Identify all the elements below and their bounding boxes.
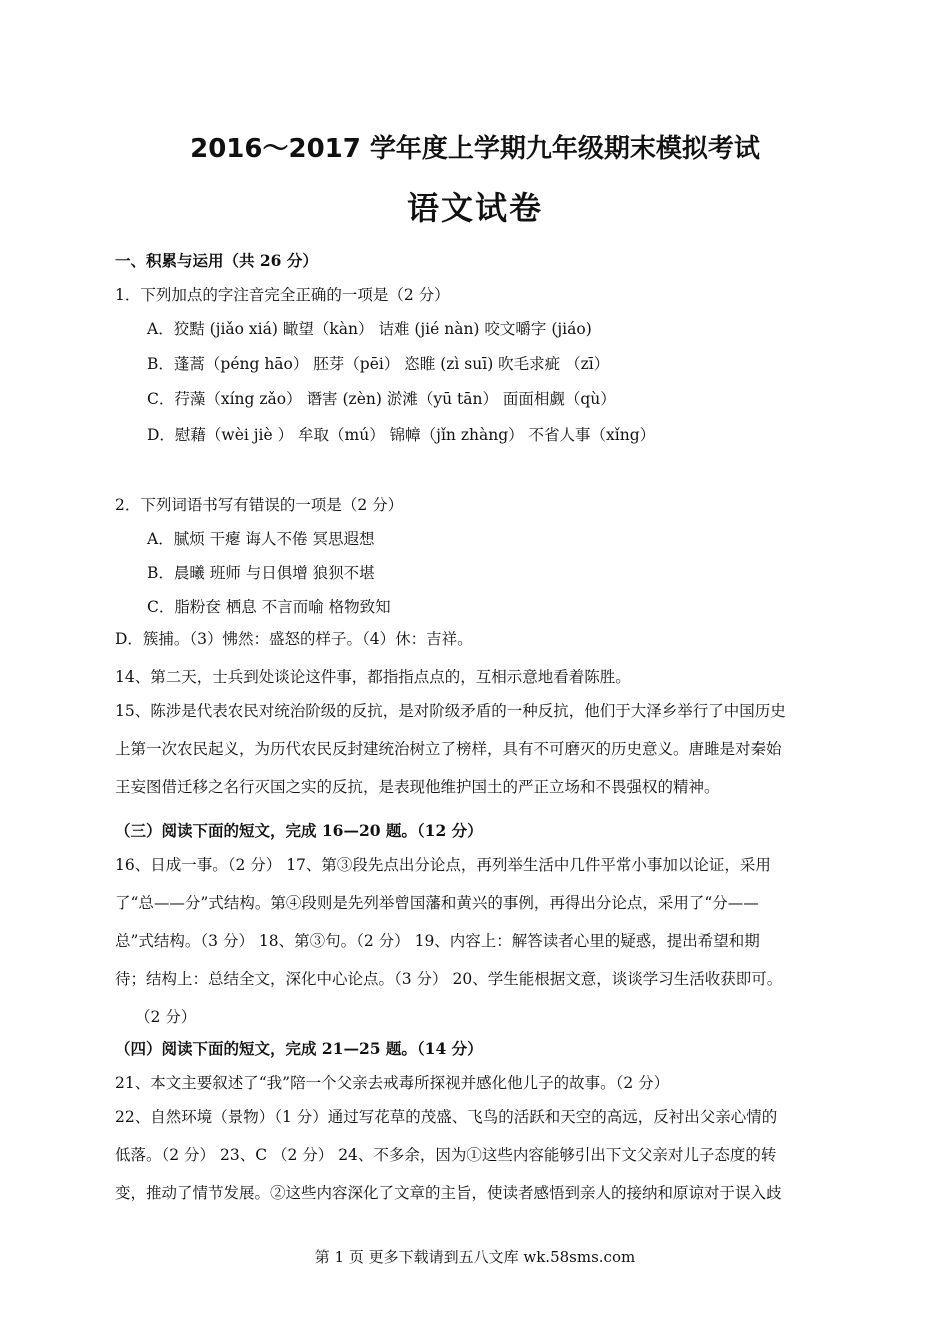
answer-line-d: D．簇捕。（3）怫然：盛怒的样子。（4）休：吉祥。 (115, 630, 473, 648)
answers-16-20-line: 总”式结构。（3 分） 18、第③句。（2 分） 19、内容上：解答读者心里的疑惑，提出希望和期 (115, 932, 760, 950)
answers-16-20 (115, 846, 850, 1036)
answers-16-20-line: 了“总——分”式结构。第④段则是先列举曾国藩和黄兴的事例，再得出分论点，采用了“分—— (115, 894, 759, 912)
question-1-option-d: D．慰藉（wèi jiè ） 牟取（mú） 锦幛（jǐn zhàng） 不省人事（xǐng） (147, 426, 656, 444)
answer-14: 14、第二天，士兵到处谈论这件事，都指指点点的，互相示意地看着陈胜。 (115, 668, 631, 686)
question-2-option-c: C．脂粉奁 栖息 不言而喻 格物致知 (147, 598, 391, 616)
answers-22-24 (115, 1098, 850, 1212)
exam-subtitle: 语文试卷 (406, 189, 543, 227)
answers-16-20-line: 待；结构上：总结全文，深化中心论点。（3 分） 20、学生能根据文意，谈谈学习生活收获即可。 (115, 970, 783, 988)
answers-22-24-line: 低落。（2 分） 23、C （2 分） 24、不多余，因为①这些内容能够引出下文父亲对儿子态度的转 (115, 1146, 777, 1164)
question-2-option-b: B．晨曦 班师 与日俱增 狼狈不堪 (147, 564, 375, 582)
answers-16-20-line: （2 分） (135, 1008, 197, 1026)
answer-15-line: 王妄图借迁移之名行灭国之实的反抗，是表现他维护国土的严正立场和不畏强权的精神。 (115, 778, 720, 796)
answer-21: 21、本文主要叙述了“我”陪一个父亲去戒毒所探视并感化他儿子的故事。（2 分） (115, 1074, 670, 1092)
section-4-heading: （四）阅读下面的短文，完成 21—25 题。（14 分） (115, 1039, 483, 1058)
page-footer: 第 1 页 更多下载请到五八文库 wk.58sms.com (314, 1248, 636, 1266)
section-3-heading: （三）阅读下面的短文，完成 16—20 题。（12 分） (115, 821, 483, 840)
question-2-stem: 2．下列词语书写有错误的一项是（2 分） (115, 496, 404, 514)
section-heading: 一、积累与运用（共 26 分） (115, 251, 318, 270)
question-1-stem: 1．下列加点的字注音完全正确的一项是（2 分） (115, 286, 450, 304)
answer-15-line: 15、陈涉是代表农民对统治阶级的反抗，是对阶级矛盾的一种反抗，他们于大泽乡举行了中国历史 (115, 702, 786, 720)
answers-22-24-line: 22、自然环境（景物）（1 分）通过写花草的茂盛、飞鸟的活跃和天空的高远，反衬出父亲心情的 (115, 1108, 778, 1126)
question-1-option-a: A．狡黠 (jiǎo xiá) 瞰望（kàn） 诘难 (jié nàn) 咬文嚼字 (jiáo) (147, 320, 592, 338)
answer-15 (115, 692, 850, 806)
answer-15-line: 上第一次农民起义，为历代农民反封建统治树立了榜样，具有不可磨灭的历史意义。唐雎是对秦始 (115, 740, 782, 758)
answers-16-20-line: 16、日成一事。（2 分） 17、第③段先点出分论点，再列举生活中几件平常小事加以论证，采用 (115, 856, 771, 874)
question-1-option-c: C．荇藻（xíng zǎo） 谮害 (zèn) 淤滩（yū tān） 面面相觑（qù） (147, 390, 616, 408)
question-2-option-a: A．腻烦 干瘪 诲人不倦 冥思遐想 (147, 530, 375, 548)
answers-22-24-line: 变，推动了情节发展。②这些内容深化了文章的主旨，使读者感悟到亲人的接纳和原谅对于误入歧 (115, 1184, 782, 1202)
exam-title: 2016～2017 学年度上学期九年级期末模拟考试 (190, 134, 760, 164)
question-1-option-b: B．蓬蒿（péng hāo） 胚芽（pēi） 恣睢 (zì suī) 吹毛求疵 （zī） (147, 355, 610, 373)
